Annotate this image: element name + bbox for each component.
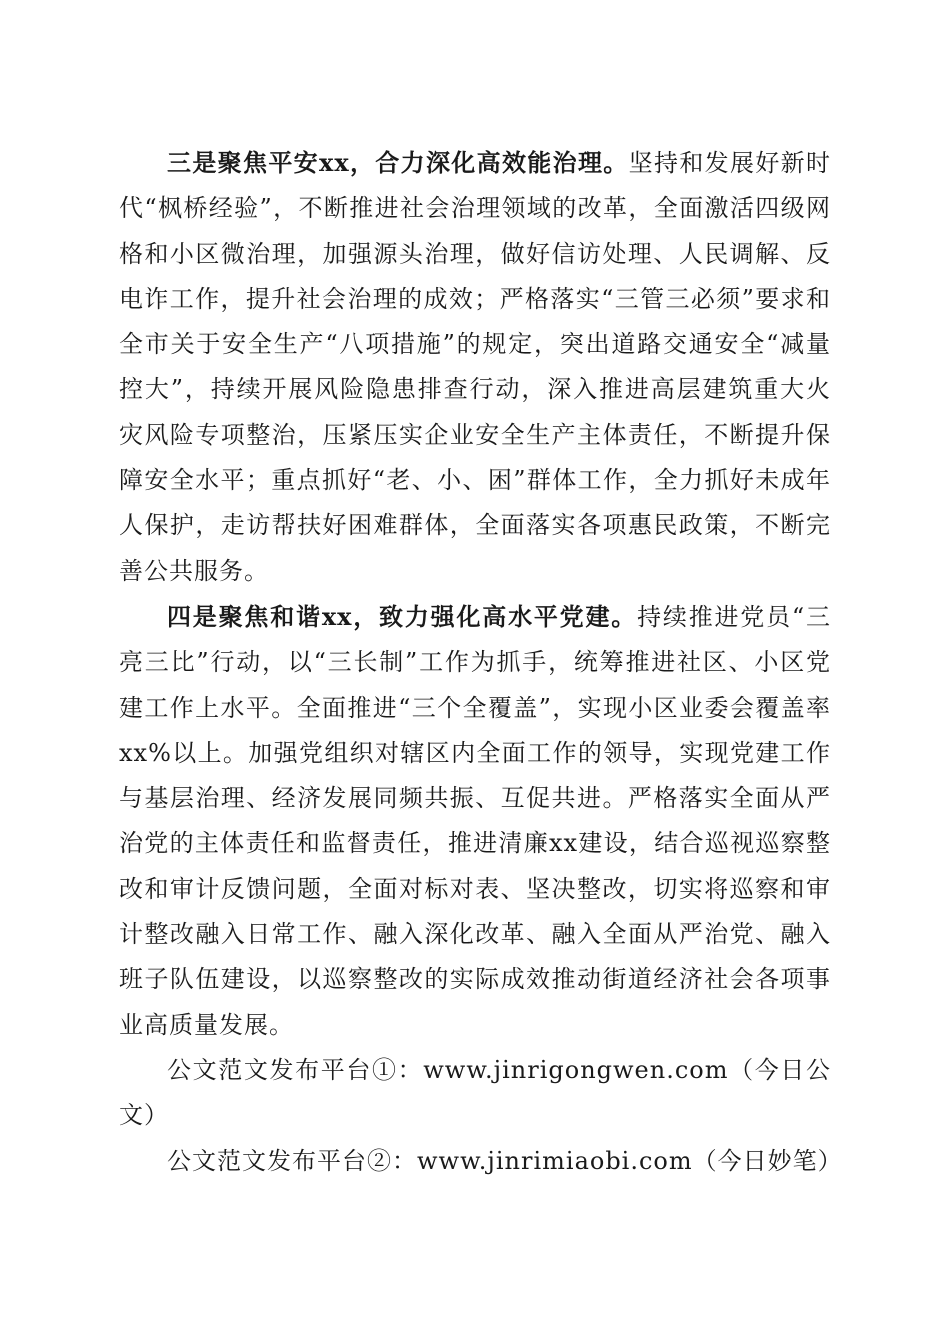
paragraph-party-building <box>119 594 831 1048</box>
paragraph-heading: 四是聚焦和谐xx，致力强化高水平党建。 <box>167 601 638 631</box>
paragraph-heading: 三是聚焦平安xx，合力深化高效能治理。 <box>167 148 629 177</box>
platform-line-2: 公文范文发布平台②：www.jinrimiaobi.com（今日妙笔） <box>167 1146 843 1175</box>
paragraph-text: 持续推进党员“三亮三比”行动，以“三长制”工作为抓手，统筹推进社区、小区党建工作上水平。全面推进“三个全覆盖”，实现小区业委会覆盖率xx%以上。加强党组织对辖区内全面工作的领导，实现党建工作与基层治理、经济发展同频共振、互促共进。严格落实全面从严治党的主体责任和监督责任，推进清廉xx建设，结合巡视巡察整改和审计反馈问题，全面对标对表、坚决整改，切实将巡察和审计整改融入日常工作、融入深化改革、融入全面从严治党、融入班子队伍建设，以巡察整改的实际成效推动街道经济社会各项事业高质量发展。 <box>119 602 831 1039</box>
document-body <box>119 140 843 1184</box>
platform-line-1: 公文范文发布平台①：www.jinrigongwen.com（今日公文） <box>119 1055 831 1130</box>
paragraph-text: 坚持和发展好新时代“枫桥经验”，不断推进社会治理领域的改革，全面激活四级网格和小区微治理，加强源头治理，做好信访处理、人民调解、反电诈工作，提升社会治理的成效；严格落实“三管三必须”要求和全市关于安全生产“八项措施”的规定，突出道路交通安全“减量控大”，持续开展风险隐患排查行动，深入推进高层建筑重大火灾风险专项整治，压紧压实企业安全生产主体责任，不断提升保障安全水平；重点抓好“老、小、困”群体工作，全力抓好未成年人保护，走访帮扶好困难群体，全面落实各项惠民政策，不断完善公共服务。 <box>119 149 832 585</box>
paragraph-safety <box>119 140 831 594</box>
